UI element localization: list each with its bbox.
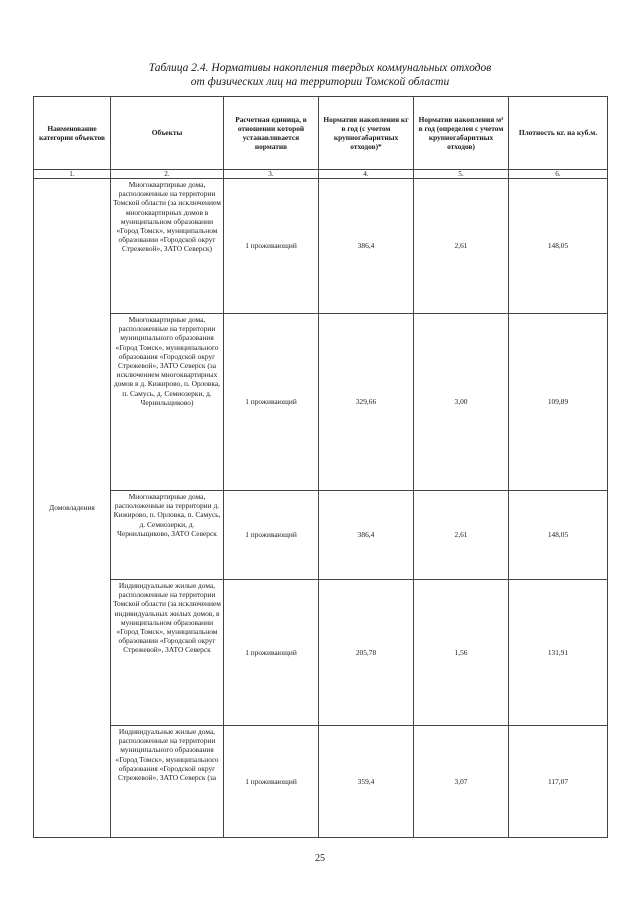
density-cell: 117,07 — [509, 726, 608, 838]
page-number: 25 — [315, 853, 325, 864]
column-number: 3. — [224, 170, 319, 179]
column-number-row — [34, 170, 608, 179]
table-row — [34, 580, 608, 726]
object-cell: Индивидуальные жилые дома, расположенные на территории Томской области (за исключением индивидуальных жилых домов, в муниципальном образовании «Город Томск», муниципальном образовании «Городской округ Стрежевой», ЗАТО Северск — [111, 580, 224, 726]
table-caption — [0, 61, 640, 89]
column-number: 5. — [414, 170, 509, 179]
table-header-row — [34, 97, 608, 170]
m3-cell: 3,07 — [414, 726, 509, 838]
kg-cell: 329,66 — [319, 314, 414, 491]
density-cell: 148,05 — [509, 491, 608, 580]
column-number: 6. — [509, 170, 608, 179]
header-density: Плотность кг. на куб.м. — [509, 97, 608, 170]
object-cell: Индивидуальные жилые дома, расположенные на территории муниципального образования «Город Томск», муниципального образования «Городской округ Стрежевой», ЗАТО Северск (за — [111, 726, 224, 838]
unit-cell: 1 проживающий — [224, 179, 319, 314]
m3-cell: 1,56 — [414, 580, 509, 726]
unit-cell: 1 проживающий — [224, 580, 319, 726]
table-row — [34, 314, 608, 491]
m3-cell: 3,00 — [414, 314, 509, 491]
header-unit: Расчетная единица, в отношении которой устанавливается норматив — [224, 97, 319, 170]
object-cell: Многоквартирные дома, расположенные на территории муниципального образования «Город Томск», муниципального образования «Городской округ Стрежевой», ЗАТО Северск (за исключением многоквартирных домов в д. Кижирово, п. Орловка, п. Самусь, д. Семиозерки, д. Чернильщиково) — [111, 314, 224, 491]
density-cell: 109,89 — [509, 314, 608, 491]
kg-cell: 359,4 — [319, 726, 414, 838]
unit-cell: 1 проживающий — [224, 491, 319, 580]
density-cell: 148,05 — [509, 179, 608, 314]
unit-cell: 1 проживающий — [224, 314, 319, 491]
column-number: 1. — [34, 170, 111, 179]
object-cell: Многоквартирные дома, расположенные на территории Томской области (за исключением многоквартирных домов в муниципальном образовании «Город Томск», муниципальном образовании «Городской округ Стрежевой», ЗАТО Северск) — [111, 179, 224, 314]
object-cell: Многоквартирные дома, расположенные на территории д. Кижирово, п. Орловка, п. Самусь, д. Семиозерки, д. Чернильщиково, ЗАТО Северск — [111, 491, 224, 580]
header-m3-per-year: Норматив накопления м³ в год (определен с учетом крупногабаритных отходов) — [414, 97, 509, 170]
kg-cell: 205,78 — [319, 580, 414, 726]
table-row — [34, 491, 608, 580]
column-number: 2. — [111, 170, 224, 179]
kg-cell: 386,4 — [319, 179, 414, 314]
kg-cell: 386,4 — [319, 491, 414, 580]
category-cell: Домовладения — [34, 179, 111, 838]
table-row — [34, 726, 608, 838]
table-row — [34, 179, 608, 314]
density-cell: 131,91 — [509, 580, 608, 726]
waste-norms-table — [33, 96, 608, 838]
m3-cell: 2,61 — [414, 179, 509, 314]
header-objects: Объекты — [111, 97, 224, 170]
caption-line-1: Таблица 2.4. Нормативы накопления твердых коммунальных отходов — [148, 62, 492, 74]
header-category: Наименование категории объектов — [34, 97, 111, 170]
caption-line-2: от физических лиц на территории Томской области — [190, 76, 450, 88]
header-kg-per-year: Норматив накопления кг в год (с учетом крупногабаритных отходов)* — [319, 97, 414, 170]
unit-cell: 1 проживающий — [224, 726, 319, 838]
m3-cell: 2,61 — [414, 491, 509, 580]
column-number: 4. — [319, 170, 414, 179]
